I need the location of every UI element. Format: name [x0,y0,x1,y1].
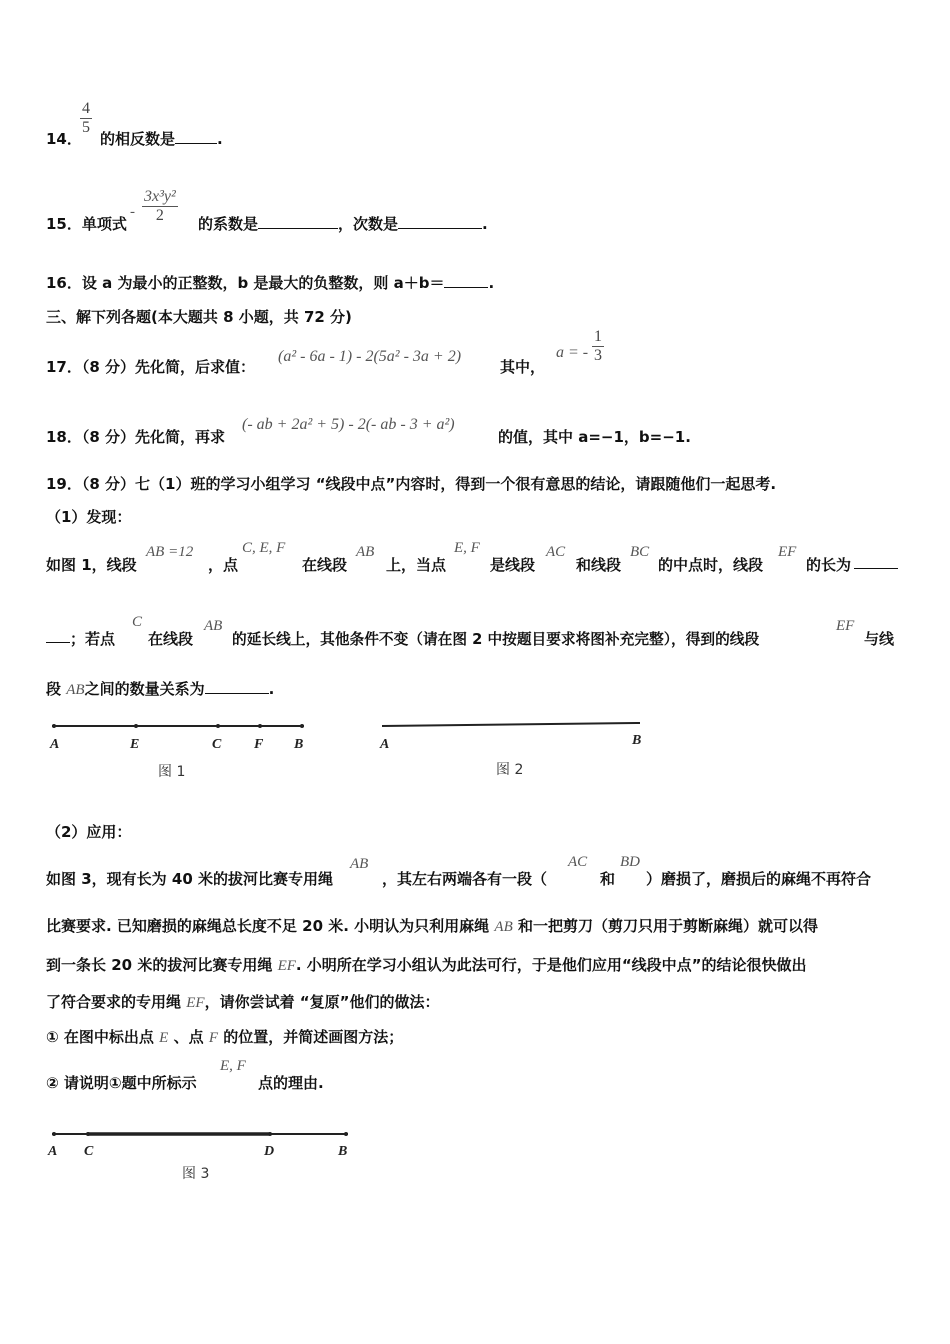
label-b: B [294,737,304,752]
q19-line-3 [46,678,274,699]
math-expression: (- ab + 2a² + 5) - 2(- ab - 3 + a²) [242,416,455,433]
text: 的中点时，线段 [658,556,764,574]
math-ab: AB [66,682,85,698]
fraction-numerator: 3x³y² [144,188,176,205]
text: 、点 [173,1028,204,1046]
figure-caption: 图 2 [496,762,524,778]
period: . [268,680,275,698]
text: 如图 1，线段 [46,556,137,574]
text: 在线段 [148,630,194,648]
label-f: F [254,737,264,752]
text: 之间的数量关系为 [84,680,205,698]
question-number: 14． [46,130,82,148]
q19-line-2 [46,614,906,648]
text: 如图 3，现有长为 40 米的拔河比赛专用绳 [46,870,333,888]
answer-blank [398,214,482,229]
math-e: E [159,1030,169,1046]
segment-ab [382,723,640,726]
question-text: 其中， [500,358,546,376]
text: ）磨损了，磨损后的麻绳不再符合 [646,870,872,888]
fraction [142,188,178,225]
label-a: A [48,1144,58,1159]
point-c [216,724,220,728]
text: ；若点 [70,630,116,648]
question-text: 17．（8 分）先化简，后求值： [46,358,256,376]
answer-blank [258,214,338,229]
fraction-denominator: 2 [155,207,164,224]
question-text: 16．设 a 为最小的正整数，b 是最大的负整数，则 a＋b＝ [46,274,445,292]
section-heading: 三、解下列各题(本大题共 8 小题，共 72 分) [46,308,352,326]
period: . [488,274,495,292]
q19-app-line-3 [46,954,807,975]
math-points: C, E, F [242,540,286,556]
math-ef: E, F [220,1058,246,1074]
question-text: 18．（8 分）先化简，再求 [46,428,226,446]
fraction-denominator: 5 [82,119,90,136]
text: 的长为 [806,556,852,574]
math-ab: AB [356,544,375,560]
fraction [80,100,92,137]
figure-1 [40,712,330,782]
fraction-numerator: 1 [594,328,602,345]
math-bd: BD [620,854,640,870]
figure-3 [40,1122,360,1192]
period: . [482,215,488,233]
math-ac: AC [546,544,566,560]
fraction-denominator: 3 [594,347,602,364]
question-text: ，次数是 [338,215,399,233]
answer-blank [854,554,898,569]
fraction-numerator: 4 [82,100,90,117]
text: 和一把剪刀（剪刀只用于剪断麻绳）就可以得 [517,917,818,935]
point-f [258,724,262,728]
math-ef: EF [836,618,855,634]
q19-app-step-2 [46,1058,446,1092]
text: 和线段 [576,556,622,574]
text: ，点 [208,556,239,574]
label-c: C [84,1144,94,1159]
text: ，请你尝试着 “复原”他们的做法： [204,993,440,1011]
question-16 [46,272,494,293]
math-bc: BC [630,544,650,560]
point-a [52,724,56,728]
answer-blank [46,628,70,643]
label-d: D [264,1144,275,1159]
point-c [86,1132,90,1136]
text: 点的理由. [258,1074,324,1092]
text: 比赛要求. 已知磨损的麻绳总长度不足 20 米. 小明认为只利用麻绳 [46,917,490,935]
question-18 [46,410,746,446]
point-b [344,1132,348,1136]
label-e: E [130,737,140,752]
text: 是线段 [490,556,536,574]
subheading-discover: （1）发现： [46,508,132,526]
text: ，其左右两端各有一段（ [382,870,548,888]
figure-2 [372,710,662,780]
math-ab-12: AB =12 [146,544,194,560]
math-ef: EF [277,958,296,974]
question-19-intro: 19．（8 分）七（1）班的学习小组学习 “线段中点”内容时，得到一个很有意思的结论，请跟随他们一起思考. [46,475,777,493]
text: ② 请说明①题中所标示 [46,1074,197,1092]
math-f: F [208,1030,218,1046]
text: 的位置，并简述画图方法； [223,1028,404,1046]
period: . [217,130,223,148]
label-b: B [338,1144,348,1159]
q19-line-1 [46,540,906,574]
point-d [268,1132,272,1136]
math-ef: EF [778,544,797,560]
text: 段 [46,680,62,698]
figure-caption: 图 3 [182,1166,210,1182]
point-a [52,1132,56,1136]
answer-blank [205,679,269,694]
point-e [134,724,138,728]
math-ab: AB [494,919,513,935]
math-ac: AC [568,854,588,870]
point-b [300,724,304,728]
math-c: C [132,614,143,630]
question-text: 的值，其中 a=−1，b=−1. [498,428,691,446]
q19-app-step-1 [46,1026,403,1047]
text: 与线 [864,630,895,648]
q19-app-line-1 [46,854,906,888]
text: 到一条长 20 米的拔河比赛专用绳 [46,956,273,974]
minus-sign: - [130,204,135,220]
text: 的延长线上，其他条件不变（请在图 2 中按题目要求将图补充完整），得到的线段 [232,631,760,648]
fraction [592,328,604,365]
question-text: 的系数是 [198,215,259,233]
subheading-apply: （2）应用： [46,823,132,841]
label-a: A [380,737,390,752]
label-a: A [50,737,60,752]
math-condition: a = - [556,344,589,361]
math-ab: AB [350,856,369,872]
math-ab: AB [204,618,223,634]
math-expression: (a² - 6a - 1) - 2(5a² - 3a + 2) [278,348,462,365]
figure-caption: 图 1 [158,764,186,780]
text: 和 [600,870,616,888]
text: 了符合要求的专用绳 [46,993,182,1011]
text: 在线段 [302,556,348,574]
answer-blank [444,273,488,288]
q19-app-line-2 [46,915,818,936]
math-ef: E, F [454,540,480,556]
answer-blank [175,129,217,144]
label-b: B [632,733,642,748]
question-17 [46,328,646,378]
question-number: 15．单项式 [46,215,127,233]
question-text: 的相反数是 [100,130,176,148]
text: ① 在图中标出点 [46,1028,154,1046]
math-ef: EF [186,995,205,1011]
text: . 小明所在学习小组认为此法可行，于是他们应用“线段中点”的结论很快做出 [295,956,807,974]
q19-app-line-4 [46,991,440,1012]
label-c: C [212,737,222,752]
text: 上，当点 [386,556,447,574]
